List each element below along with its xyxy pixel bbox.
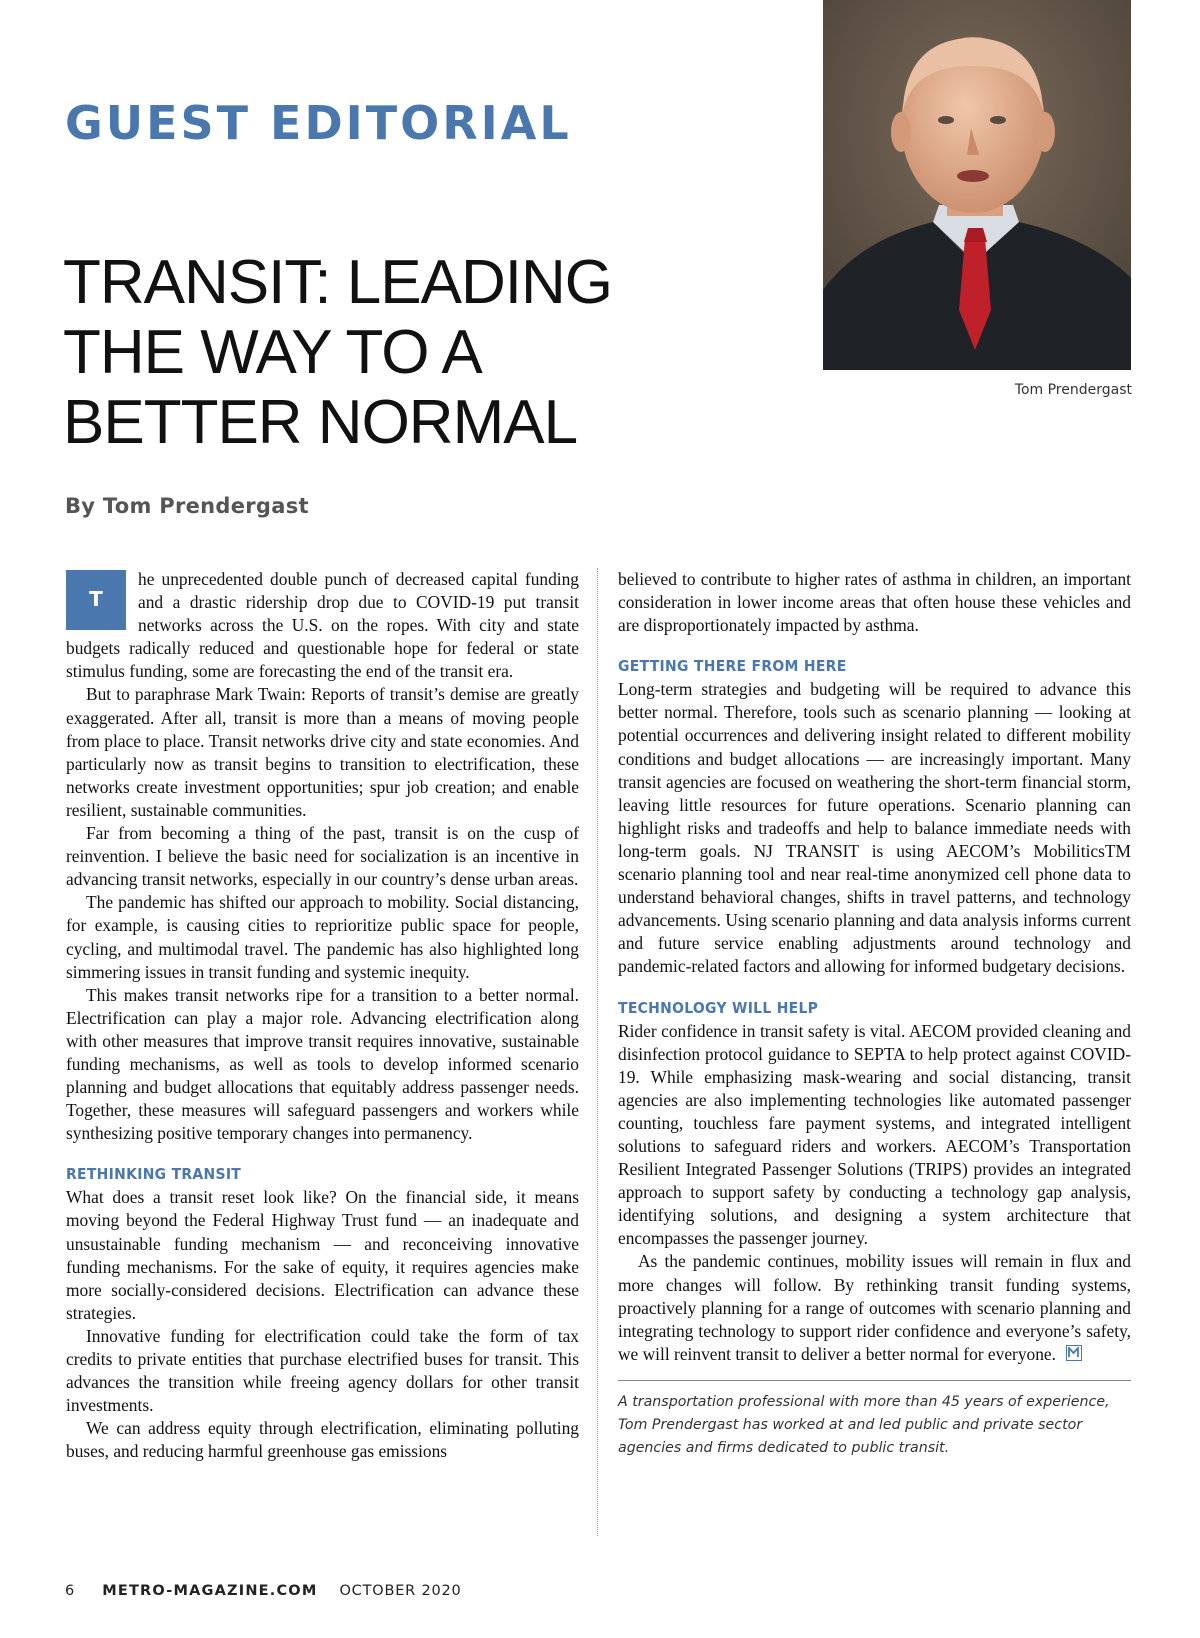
- subhead-rethinking-transit: RETHINKING TRANSIT: [66, 1165, 242, 1184]
- paragraph: What does a transit reset look like? On the financial side, it means moving beyond the Federal Highway Trust fund — an inadequate and unsustainable funding mechanism — and reconceiving innovative funding mechanisms. For the sake of equity, it requires agencies make more socially-considered decisions. Electrification can advance these strategies.: [66, 1187, 579, 1323]
- photo-caption: Tom Prendergast: [1014, 382, 1132, 398]
- footer-date: OCTOBER 2020: [339, 1583, 462, 1599]
- paragraph-text: he unprecedented double punch of decreased capital funding and a drastic ridership drop due to COVID-19 put transit networks across the U.S. on the ropes. With city and state budgets radically reduced and questionable hope for federal or state stimulus funding, some are forecasting the end of the transit era.: [66, 569, 579, 682]
- column-divider: [597, 568, 598, 1536]
- bio-divider: [618, 1380, 1131, 1381]
- section-label: GUEST EDITORIAL: [65, 96, 572, 150]
- byline: By Tom Prendergast: [65, 494, 309, 518]
- article-column-left: [66, 568, 579, 1463]
- headline-line: THE WAY TO A: [63, 318, 482, 387]
- paragraph: We can address equity through electrification, eliminating polluting buses, and reducing harmful greenhouse gas emissions: [66, 1418, 579, 1462]
- paragraph: [66, 568, 579, 683]
- paragraph: Long-term strategies and budgeting will be required to advance this better normal. Therefore, tools such as scenario planning — looking at potential occurrences and delivering insight related to different mobility conditions and budget allocations — are increasingly important. Many transit agencies are focused on weathering the short-term financial storm, leaving little resources for future operations. Scenario planning can highlight risks and tradeoffs and help to balance immediate needs with long-term goals. NJ TRANSIT is using AECOM’s MobiliticsTM scenario planning tool and near real-time anonymized cell phone data to understand behavioral changes, shifts in travel patterns, and technology advancements. Using scenario planning and data analysis informs current and future service enabling adjustments around technology and pandemic-related factors and allowing for informed budgetary decisions.: [618, 679, 1131, 977]
- paragraph: believed to contribute to higher rates of asthma in children, an important consideration in lower income areas that often house these vehicles and are disproportionately impacted by asthma.: [618, 569, 1131, 636]
- page-number: 6: [65, 1583, 75, 1599]
- paragraph: This makes transit networks ripe for a transition to a better normal. Electrification can play a major role. Advancing electrification along with other measures that improve transit requires innovative, sustainable funding mechanisms, as well as tools to develop informed scenario planning and budget allocations that equitably address passenger needs. Together, these measures will safeguard passengers and workers while synthesizing positive temporary changes into permanency.: [66, 984, 579, 1144]
- paragraph: [618, 1250, 1131, 1365]
- headline-line: TRANSIT: LEADING: [63, 248, 612, 317]
- paragraph-text: As the pandemic continues, mobility issues will remain in flux and more changes will follow. By rethinking transit funding systems, proactively planning for a range of outcomes with scenario planning and integrating technology to support rider confidence and everyone’s safety, we will reinvent transit to deliver a better normal for everyone.: [618, 1251, 1131, 1364]
- author-photo: [823, 0, 1131, 370]
- article-column-right: [618, 568, 1131, 1460]
- author-bio: A transportation professional with more than 45 years of experience, Tom Prendergast has worked at and led public and private sector agencies and firms dedicated to public transit.: [618, 1393, 1110, 1456]
- headline: [63, 248, 612, 458]
- paragraph: Rider confidence in transit safety is vital. AECOM provided cleaning and disinfection protocol guidance to SEPTA to help protect against COVID-19. While emphasizing mask-wearing and social distancing, transit agencies are also implementing technologies like automated passenger counting, touchless fare payment systems, and integrated intelligent solutions to safeguard riders and workers. AECOM’s Transportation Resilient Integrated Passenger Solutions (TRIPS) provides an integrated approach to support safety by conducting a technology gap analysis, identifying solutions, and designing a system architecture that encompasses the passenger journey.: [618, 1020, 1131, 1249]
- page-footer: [65, 1583, 462, 1599]
- drop-cap: T: [66, 570, 126, 630]
- paragraph: Innovative funding for electrification could take the form of tax credits to private entities that purchase electrified buses for transit. This advances the transition while freeing agency dollars for other transit investments.: [66, 1325, 579, 1416]
- paragraph: The pandemic has shifted our approach to mobility. Social distancing, for example, is causing cities to reprioritize public space for people, cycling, and multimodal travel. The pandemic has also highlighted long simmering issues in transit funding and systemic inequity.: [66, 892, 579, 982]
- paragraph: But to paraphrase Mark Twain: Reports of transit’s demise are greatly exaggerated. After all, transit is more than a means of moving people from place to place. Transit networks drive city and state economies. And particularly now as transit begins to transition to electrification, these networks create investment opportunities; spur job creation; and enable resilient, sustainable communities.: [66, 684, 579, 820]
- headline-line: BETTER NORMAL: [63, 388, 578, 457]
- subhead-getting-there: GETTING THERE FROM HERE: [618, 657, 847, 676]
- footer-site[interactable]: METRO-MAGAZINE.COM: [102, 1583, 318, 1599]
- subhead-technology: TECHNOLOGY WILL HELP: [618, 998, 819, 1017]
- paragraph: Far from becoming a thing of the past, transit is on the cusp of reinvention. I believe the basic need for socialization is an incentive in advancing transit networks, especially in our country’s dense urban areas.: [66, 823, 579, 890]
- metro-m-end-icon: [1066, 1345, 1082, 1361]
